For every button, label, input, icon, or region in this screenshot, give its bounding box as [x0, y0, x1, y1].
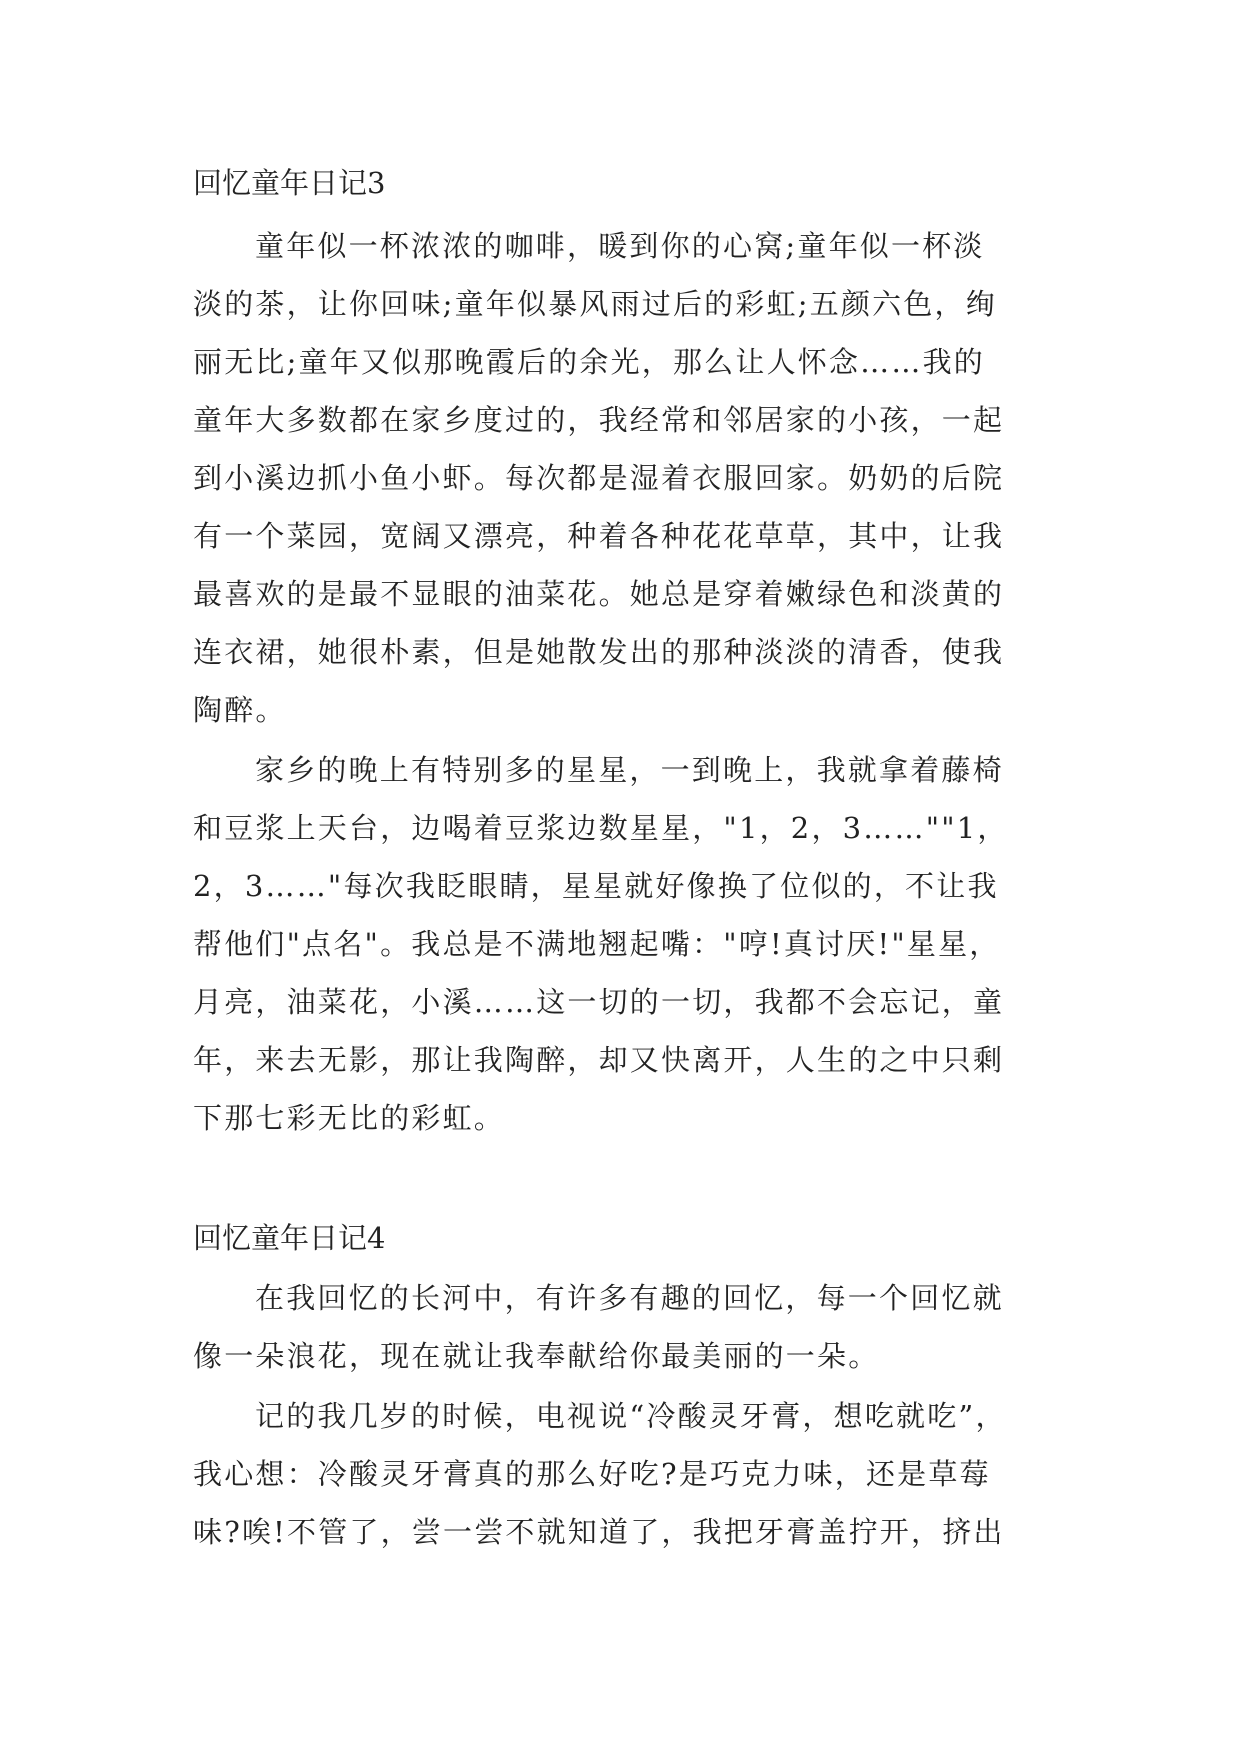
paragraph-line: 淡的茶，让你回味;童年似暴风雨过后的彩虹;五颜六色，绚	[193, 287, 997, 321]
paragraph-line: 帮他们"点名"。我总是不满地翘起嘴："哼!真讨厌!"星星，	[193, 927, 1001, 961]
paragraph-line: 童年大多数都在家乡度过的，我经常和邻居家的小孩，一起	[193, 403, 1005, 437]
paragraph-line: 连衣裙，她很朴素，但是她散发出的那种淡淡的清香，使我	[193, 635, 1005, 669]
paragraph-line: 家乡的晚上有特别多的星星，一到晚上，我就拿着藤椅	[255, 753, 1004, 787]
paragraph-line: 到小溪边抓小鱼小虾。每次都是湿着衣服回家。奶奶的后院	[193, 461, 1005, 495]
paragraph-line: 陶醉。	[193, 693, 287, 727]
paragraph-line: 和豆浆上天台，边喝着豆浆边数星星，"1，2，3……""1，	[193, 811, 1009, 845]
paragraph-line: 像一朵浪花，现在就让我奉献给你最美丽的一朵。	[193, 1339, 880, 1373]
paragraph-line: 最喜欢的是最不显眼的油菜花。她总是穿着嫩绿色和淡黄的	[193, 577, 1005, 611]
paragraph-line: 年，来去无影，那让我陶醉，却又快离开，人生的之中只剩	[193, 1043, 1005, 1077]
paragraph-line: 味?唉!不管了，尝一尝不就知道了，我把牙膏盖拧开，挤出	[193, 1515, 1005, 1549]
section-title: 回忆童年日记3	[193, 166, 386, 200]
paragraph-line: 下那七彩无比的彩虹。	[193, 1101, 506, 1135]
paragraph-line: 我心想：冷酸灵牙膏真的那么好吃?是巧克力味，还是草莓	[193, 1457, 991, 1491]
paragraph-line: 在我回忆的长河中，有许多有趣的回忆，每一个回忆就	[255, 1281, 1004, 1315]
paragraph-line: 童年似一杯浓浓的咖啡，暖到你的心窝;童年似一杯淡	[255, 229, 985, 263]
section-title: 回忆童年日记4	[193, 1221, 386, 1255]
paragraph-line: 2，3……"每次我眨眼睛，星星就好像换了位似的，不让我	[193, 869, 999, 903]
paragraph-line: 记的我几岁的时候，电视说“冷酸灵牙膏，想吃就吃”，	[255, 1399, 1007, 1433]
paragraph-line: 丽无比;童年又似那晚霞后的余光，那么让人怀念……我的	[193, 345, 985, 379]
paragraph-line: 月亮，油菜花，小溪……这一切的一切，我都不会忘记，童	[193, 985, 1005, 1019]
paragraph-line: 有一个菜园，宽阔又漂亮，种着各种花花草草，其中，让我	[193, 519, 1005, 553]
